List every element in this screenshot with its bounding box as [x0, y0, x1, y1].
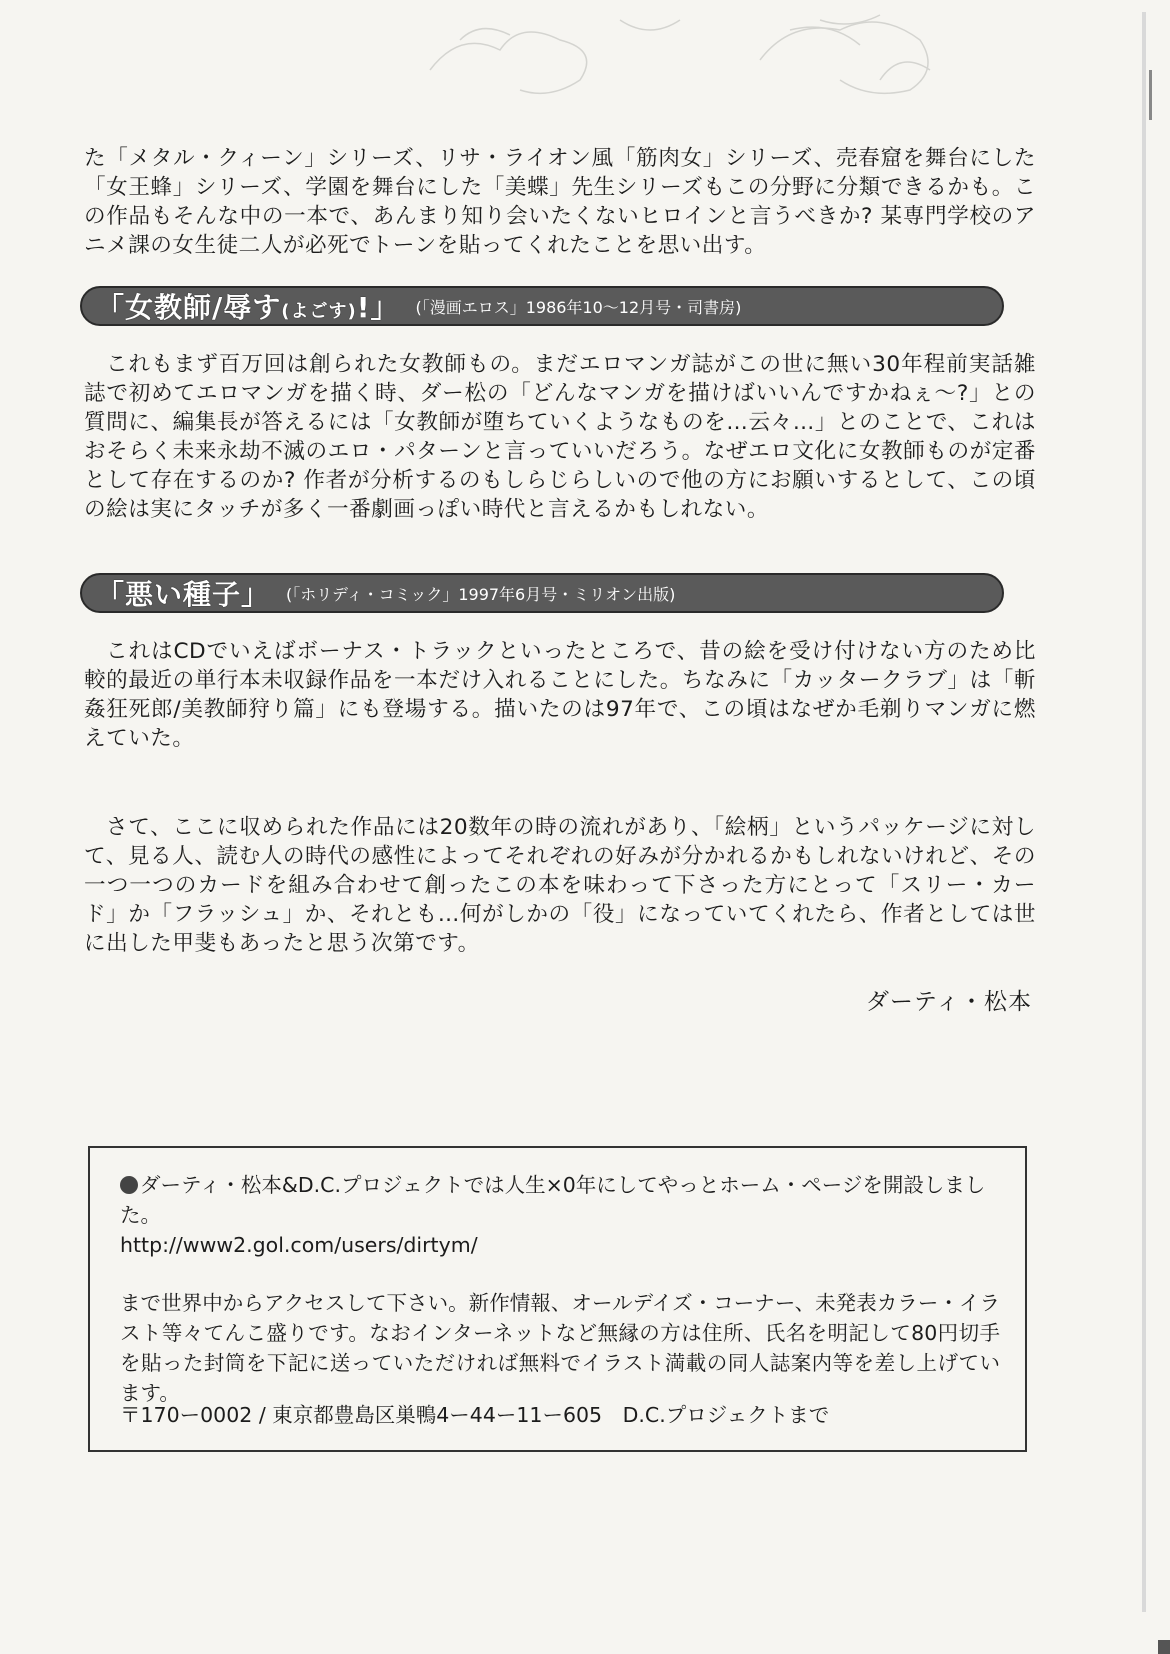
- corner-mark: [1158, 1640, 1170, 1654]
- section-body-1: これもまず百万回は創られた女教師もの。まだエロマンガ誌がこの世に無い30年程前実話雑誌で初めてエロマンガを描く時、ダー松の「どんなマンガを描けばいいんですかねぇ〜?」との質問に、編集長が答えるには「女教師が堕ちていくようなものを…云々…」とのことで、これはおそらく未来永劫不滅のエロ・パターンと言っていいだろう。なぜエロ文化に女教師ものが定番として存在するのか? 作者が分析するのもしらじらしいので他の方にお願いするとして、この頃の絵は実にタッチが多く一番劇画っぽい時代と言えるかもしれない。: [84, 352, 1036, 522]
- homepage-url: http://www2.gol.com/users/dirtym/: [120, 1233, 478, 1257]
- homepage-info-box: [88, 1146, 1027, 1452]
- section-source-1: (「漫画エロス」1986年10〜12月号・司書房): [415, 297, 742, 317]
- page-edge-rule: [1142, 12, 1146, 1612]
- section-body-2: これはCDでいえばボーナス・トラックといったところで、昔の絵を受け付けない方のため比較的最近の単行本未収録作品を一本だけ入れることにした。ちなみに「カッタークラブ」は「斬姦狂死郎/美教師狩り篇」にも登場する。描いたのは97年で、この頃はなぜか毛剃りマンガに燃えていた。: [84, 639, 1036, 751]
- section-title-2: 「悪い種子」: [96, 578, 271, 611]
- section-heading-1: [80, 286, 1004, 326]
- closing-paragraph: さて、ここに収められた作品には20数年の時の流れがあり、「絵柄」というパッケージに対して、見る人、読む人の時代の感性によってそれぞれの好みが分かれるかもしれないけれど、その一つ一つのカードを組み合わせて創ったこの本を味わって下さった方にとって「スリー・カード」か「フラッシュ」か、それとも…何がしかの「役」になっていてくれたら、作者としては世に出した甲斐もあったと思う次第です。: [84, 815, 1036, 956]
- homepage-announcement: ダーティ・松本&D.C.プロジェクトでは人生×0年にしてやっとホーム・ページを開設しました。: [120, 1173, 986, 1227]
- bullet-icon: [120, 1176, 138, 1194]
- homepage-description: まで世界中からアクセスして下さい。新作情報、オールデイズ・コーナー、未発表カラー・イラスト等々てんこ盛りです。なおインターネットなど無縁の方は住所、氏名を明記して80円切手を貼った封筒を下記に送っていただければ無料でイラスト満載の同人誌案内等を差し上げています。: [120, 1291, 1000, 1405]
- section-title-1: 「女教師/辱す(よごす)!」: [96, 291, 400, 324]
- mailing-address: 〒170ー0002 / 東京都豊島区巣鴨4ー44ー11ー605 D.C.プロジェクトまで: [120, 1403, 830, 1427]
- intro-paragraph: た「メタル・クィーン」シリーズ、リサ・ライオン風「筋肉女」シリーズ、売春窟を舞台にした「女王蜂」シリーズ、学園を舞台にした「美蝶」先生シリーズもこの分野に分類できるかも。この作品もそんな中の一本で、あんまり知り会いたくないヒロインと言うべきか? 某専門学校のアニメ課の女生徒二人が必死でトーンを貼ってくれたことを思い出す。: [84, 146, 1036, 258]
- section-source-2: (「ホリディ・コミック」1997年6月号・ミリオン出版): [286, 584, 676, 604]
- page-edge-mark: [1149, 70, 1152, 120]
- section-heading-2: [80, 573, 1004, 613]
- author-signature: ダーティ・松本: [865, 989, 1032, 1015]
